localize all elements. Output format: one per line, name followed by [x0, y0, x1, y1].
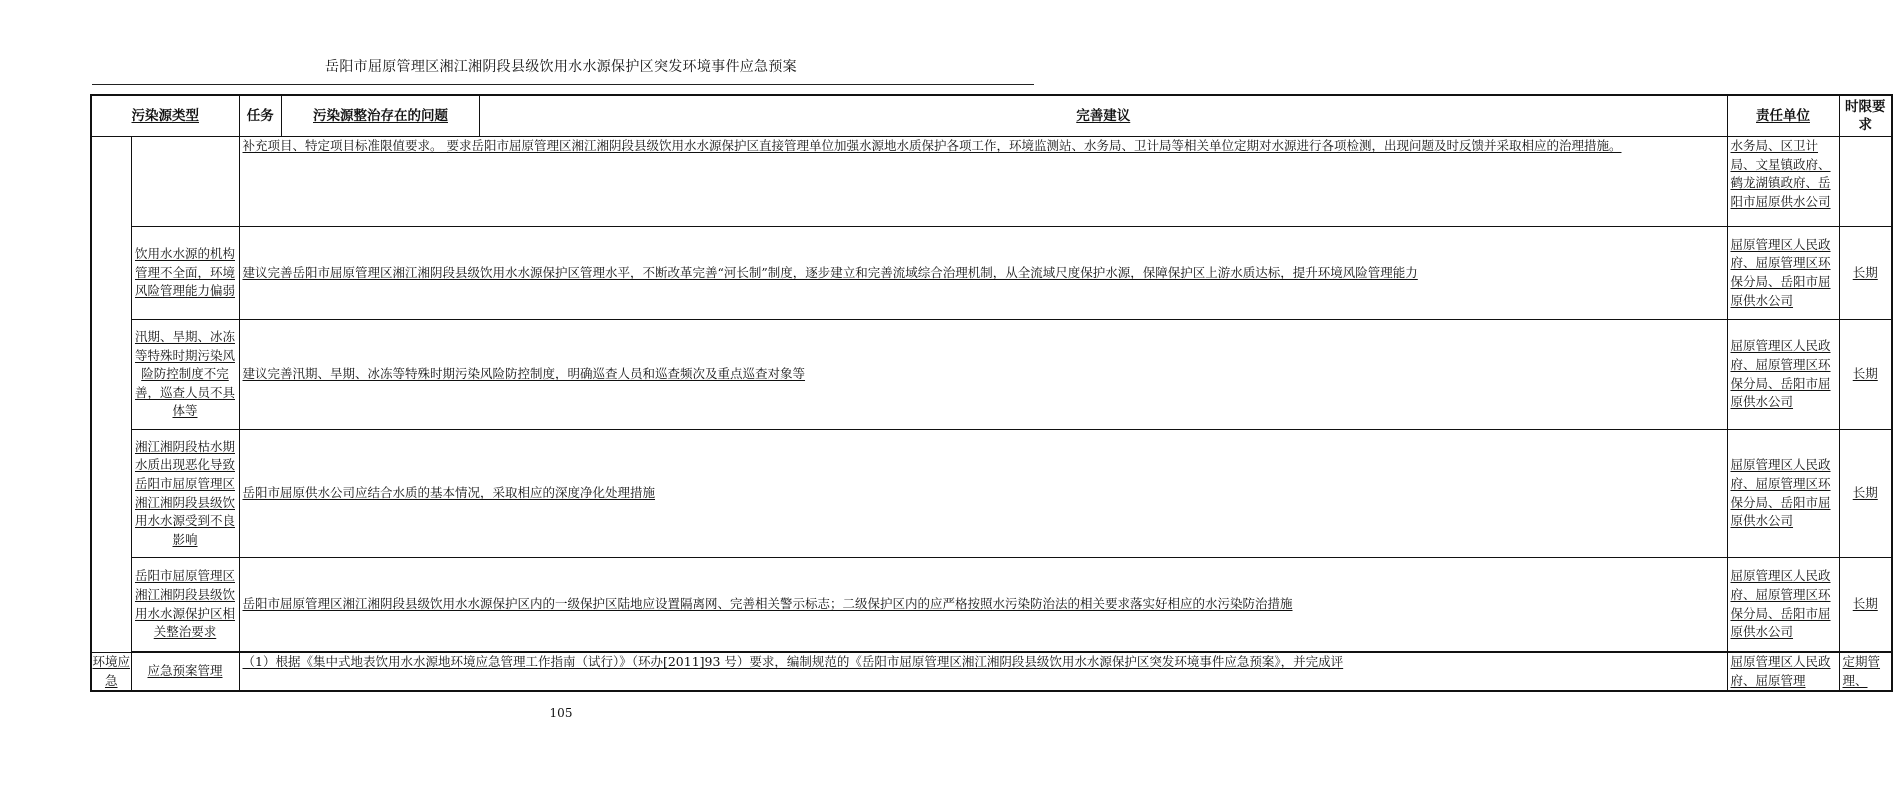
problem-cell: 饮用水水源的机构管理不全面，环境风险管理能力偏弱	[131, 227, 239, 320]
page-header-title: 岳阳市屈原管理区湘江湘阴段县级饮用水水源保护区突发环境事件应急预案	[325, 59, 797, 75]
problem-cell: 岳阳市屈原管理区湘江湘阴段县级饮用水水源保护区相关整治要求	[131, 558, 239, 652]
deadline-cell: 长期	[1839, 227, 1892, 320]
col-header-unit: 责任单位	[1727, 95, 1839, 137]
deadline-cell: 长期	[1839, 558, 1892, 652]
col-header-deadline: 时限要求	[1839, 95, 1892, 137]
header-rule	[92, 84, 1034, 85]
table-row	[91, 227, 1892, 320]
table-header-row	[91, 95, 1892, 137]
col-header-task: 任务	[240, 96, 282, 136]
table-row	[91, 558, 1892, 652]
problem-cell: 汛期、旱期、冰冻等特殊时期污染风险防控制度不完善，巡查人员不具体等	[131, 320, 239, 430]
suggestion-text: （1）根据《集中式地表饮用水水源地环境应急管理工作指南（试行）》（环办[2011]93 号）要求，编制规范的《岳阳市屈原管理区湘江湘阴段县级饮用水水源保护区突发环境事件应急预案》，并完成评	[242, 654, 1344, 669]
suggestion-cell	[239, 653, 1727, 691]
problem-cell: 应急预案管理	[131, 653, 239, 691]
category-text: 环境应急	[92, 654, 130, 688]
col-header-group	[239, 95, 1727, 137]
deadline-cell	[1839, 137, 1892, 227]
col-header-source-type: 污染源类型	[91, 95, 239, 137]
unit-cell: 屈原管理区人民政府、屈原管理区环保分局、岳阳市屈原供水公司	[1727, 227, 1839, 320]
deadline-text: 定期管理、	[1842, 654, 1881, 688]
table-row	[91, 137, 1892, 227]
table-row	[91, 320, 1892, 430]
suggestion-cell: 建议完善汛期、旱期、冰冻等特殊时期污染风险防控制度，明确巡查人员和巡查频次及重点巡查对象等	[239, 320, 1727, 430]
unit-cell	[1727, 653, 1839, 691]
problem-cell: 湘江湘阴段枯水期水质出现恶化导致岳阳市屈原管理区湘江湘阴段县级饮用水水源受到不良影响	[131, 430, 239, 558]
suggestion-cell: 岳阳市屈原供水公司应结合水质的基本情况，采取相应的深度净化处理措施	[239, 430, 1727, 558]
problem-cell	[131, 137, 239, 227]
suggestion-cell: 补充项目、特定项目标准限值要求。 要求岳阳市屈原管理区湘江湘阴段县级饮用水水源保护区直接管理单位加强水源地水质保护各项工作，环境监测站、水务局、卫计局等相关单位定期对水源进行各项检测，出现问题及时反馈并采取相应的治理措施。	[239, 137, 1727, 227]
category-cell-empty	[91, 137, 131, 653]
deadline-cell: 长期	[1839, 430, 1892, 558]
table-row-last	[91, 653, 1892, 691]
suggestion-cell: 岳阳市屈原管理区湘江湘阴段县级饮用水水源保护区内的一级保护区陆地应设置隔离网、完善相关警示标志；二级保护区内的应严格按照水污染防治法的相关要求落实好相应的水污染防治措施	[239, 558, 1727, 652]
unit-cell: 屈原管理区人民政府、屈原管理区环保分局、岳阳市屈原供水公司	[1727, 430, 1839, 558]
deadline-cell	[1839, 653, 1892, 691]
suggestion-cell: 建议完善岳阳市屈原管理区湘江湘阴段县级饮用水水源保护区管理水平，不断改革完善“河长制”制度，逐步建立和完善流域综合治理机制，从全流域尺度保护水源，保障保护区上游水质达标，提升环境风险管理能力	[239, 227, 1727, 320]
header-subtable	[240, 96, 1727, 136]
col-header-problem: 污染源整治存在的问题	[282, 96, 480, 136]
unit-text: 屈原管理区人民政府、屈原管理	[1730, 654, 1831, 688]
page-number: 105	[549, 706, 573, 720]
col-header-suggestion: 完善建议	[1076, 108, 1131, 124]
deadline-cell: 长期	[1839, 320, 1892, 430]
category-cell	[91, 653, 131, 691]
remediation-table	[90, 94, 1893, 692]
unit-cell: 屈原管理区人民政府、屈原管理区环保分局、岳阳市屈原供水公司	[1727, 558, 1839, 652]
unit-cell: 水务局、区卫计局、文星镇政府、鹤龙湖镇政府、岳阳市屈原供水公司	[1727, 137, 1839, 227]
unit-cell: 屈原管理区人民政府、屈原管理区环保分局、岳阳市屈原供水公司	[1727, 320, 1839, 430]
table-row	[91, 430, 1892, 558]
